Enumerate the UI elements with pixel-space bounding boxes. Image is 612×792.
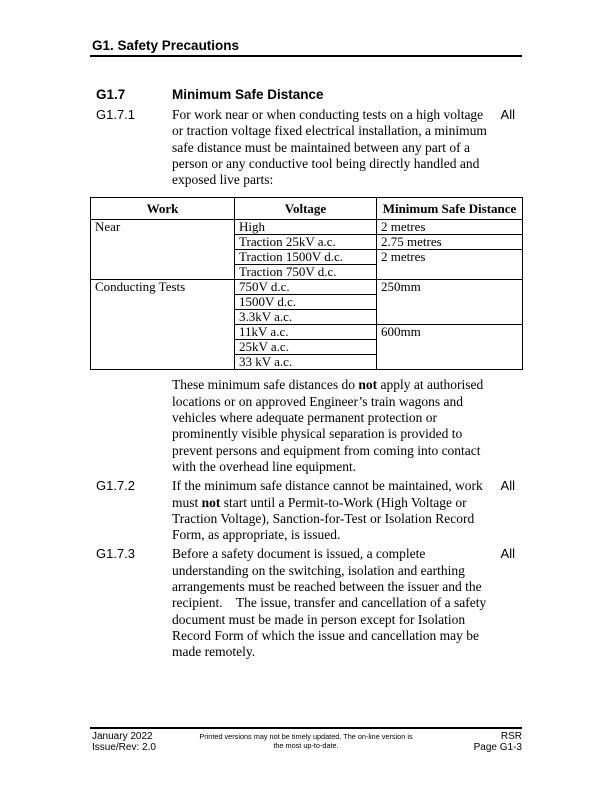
section-title: Minimum Safe Distance [172,87,324,102]
table-row [91,280,523,295]
applicability-tag: All [500,107,515,122]
clause-number: G1.7.2 [96,478,136,494]
clause-g1-7-2 [90,478,522,543]
voltage-cell: 33 kV a.c. [235,355,377,370]
clause-g1-7-3 [90,546,522,660]
minimum-safe-distance-table [90,197,523,370]
distance-cell: 2 metres [377,220,523,235]
column-header-work: Work [91,198,235,220]
distance-cell: 2.75 metres [377,235,523,250]
clause-text-bold: not [201,494,221,510]
work-cell: Near [91,220,235,280]
table-row [91,220,523,235]
voltage-cell: 25kV a.c. [235,340,377,355]
clause-text-segment: If the minimum safe distance cannot be maintained, work must [172,478,483,510]
column-header-distance: Minimum Safe Distance [377,198,523,220]
clause-text-segment: start until a Permit-to-Work (High Voltage or Traction Voltage), Sanction-for-Test or Isolation Record Form, as appropriate, is issued. [172,494,475,543]
section-number: G1.7 [96,87,126,102]
clause-text-segment: Before a safety document is issued, a complete understanding on the switching, isolation and earthing arrangements must be reached between the issuer and the recipient. The issue, transfer and cancellation of a safety document must be made in person except for Isolation Record Form of which the issue and cancellation may be made remotely. [172,546,487,660]
voltage-cell: Traction 1500V d.c. [235,250,377,265]
footer-notice: Printed versions may not be timely updated. The on-line version is the most up-to-date. [199,732,413,750]
distance-cell: 250mm [377,280,523,325]
footer-right-block [417,731,522,753]
page-footer [90,727,522,753]
voltage-cell: 1500V d.c. [235,295,377,310]
voltage-cell: Traction 750V d.c. [235,265,377,280]
voltage-cell: Traction 25kV a.c. [235,235,377,250]
voltage-cell: 11kV a.c. [235,325,377,340]
note-text-segment: These minimum safe distances do [172,377,359,393]
applicability-tag: All [500,478,515,494]
clause-text [172,107,492,188]
distance-cell: 2 metres [377,250,523,280]
applicability-tag: All [500,546,515,562]
column-header-voltage: Voltage [235,198,377,220]
distance-cell: 600mm [377,325,523,370]
voltage-cell: 750V d.c. [235,280,377,295]
page-header [90,39,522,57]
page-content [90,0,522,661]
footer-page-number: Page G1-3 [473,742,522,753]
voltage-cell: 3.3kV a.c. [235,310,377,325]
clause-number: G1.7.1 [96,107,136,122]
clause-text [172,478,492,543]
clause-text-segment: For work near or when conducting tests on a high voltage or traction voltage fixed electrical installation, a minimum safe distance must be maintained between any part of a person or any conductive tool being directly handled and exposed live parts: [172,107,487,188]
clause-number: G1.7.3 [96,546,136,562]
note-text-segment: apply at authorised locations or on approved Engineer’s train wagons and vehicles where adequate permanent protection or prominently visible physical separation is provided to prevent persons and equipment from coming into contact with the overhead line equipment. [172,377,484,474]
section-heading [90,87,522,103]
clause-text [172,546,492,660]
table-note-paragraph [172,377,492,475]
footer-doc-code: RSR [500,731,522,742]
page-header-title: G1. Safety Precautions [92,38,240,53]
clause-g1-7-1 [90,107,522,188]
footer-issue-rev: Issue/Rev: 2.0 [92,742,156,753]
footer-left-block [90,731,195,753]
work-cell: Conducting Tests [91,280,235,370]
table-header-row [91,198,523,220]
note-text-bold: not [358,377,378,393]
voltage-cell: High [235,220,377,235]
footer-date: January 2022 [92,731,153,742]
